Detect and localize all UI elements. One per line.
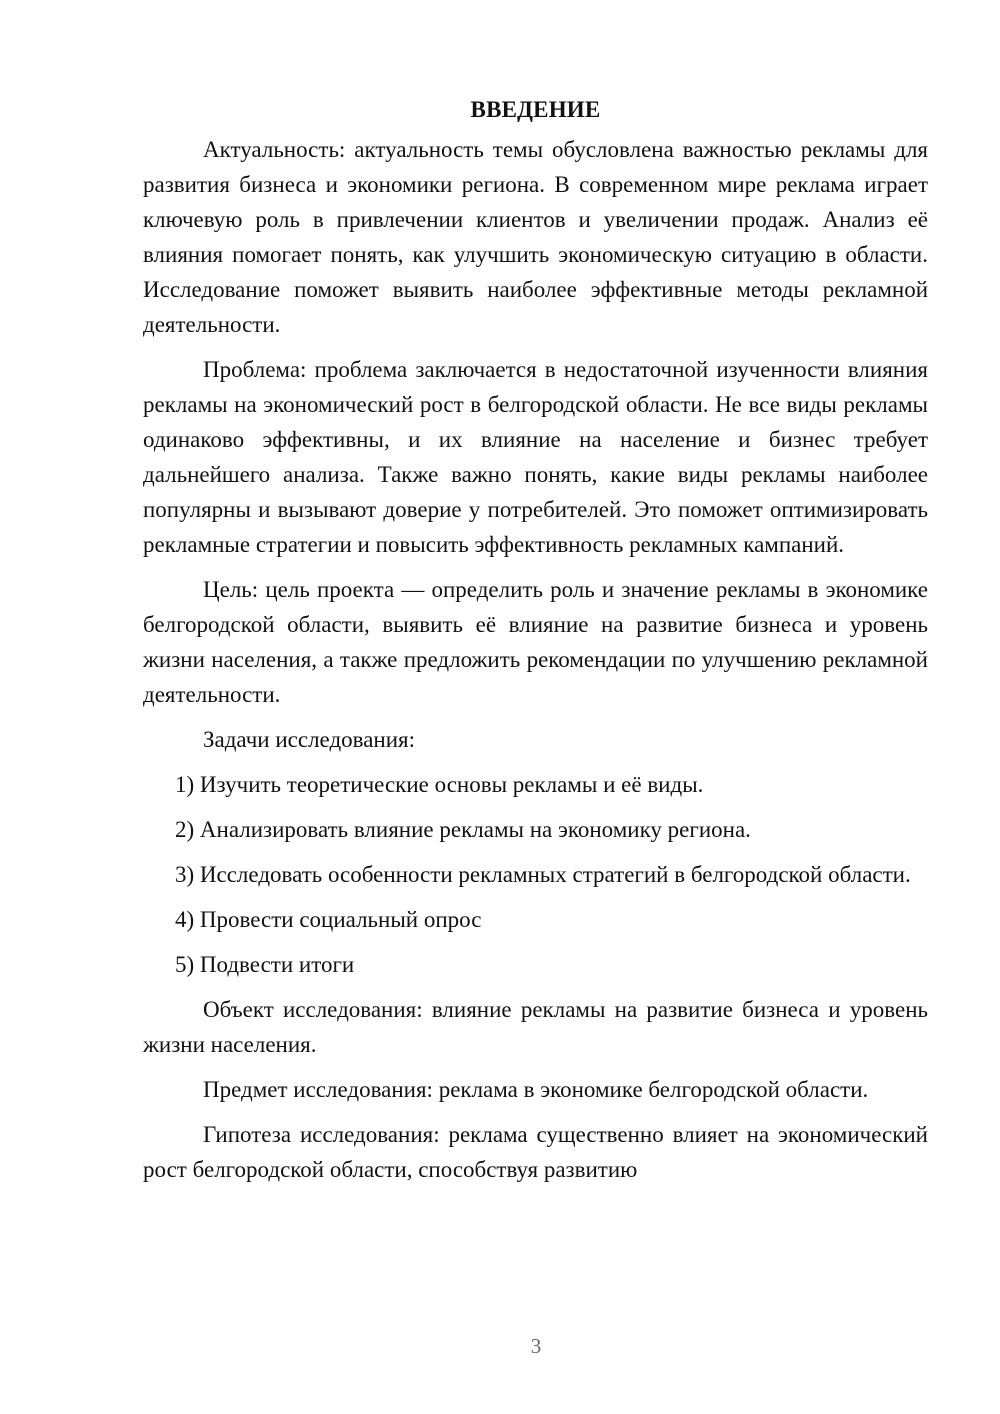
document-body [143,92,928,1197]
object-paragraph: Объект исследования: влияние рекламы на развитие бизнеса и уровень жизни населения. [143,997,928,1057]
task-item-5: 5) Подвести итоги [175,952,355,977]
task-item-4: 4) Провести социальный опрос [175,907,482,932]
task-item-3: 3) Исследовать особенности рекламных стратегий в белгородской области. [175,862,911,887]
task-item-2: 2) Анализировать влияние рекламы на экономику региона. [175,817,751,842]
subject-paragraph: Предмет исследования: реклама в экономике белгородской области. [203,1077,869,1102]
page-number: 3 [530,1334,542,1358]
section-heading: ВВЕДЕНИЕ [470,97,601,122]
relevance-paragraph: Актуальность: актуальность темы обусловлена важностью рекламы для развития бизнеса и экономики региона. В современном мире реклама играет ключевую роль в привлечении клиентов и увеличении продаж. Анализ её влияния помогает понять, как улучшить экономическую ситуацию в области. Исследование поможет выявить наиболее эффективные методы рекламной деятельности. [143,137,928,337]
tasks-intro: Задачи исследования: [203,727,416,752]
hypothesis-paragraph: Гипотеза исследования: реклама существенно влияет на экономический рост белгородской области, способствуя развитию [143,1122,928,1182]
goal-paragraph: Цель: цель проекта — определить роль и значение рекламы в экономике белгородской области, выявить её влияние на развитие бизнеса и уровень жизни населения, а также предложить рекомендации по улучшению рекламной деятельности. [143,577,928,707]
task-item-1: 1) Изучить теоретические основы рекламы и её виды. [175,772,704,797]
problem-paragraph: Проблема: проблема заключается в недостаточной изученности влияния рекламы на экономический рост в белгородской области. Не все виды рекламы одинаково эффективны, и их влияние на население и бизнес требует дальнейшего анализа. Также важно понять, какие виды рекламы наиболее популярны и вызывают доверие у потребителей. Это поможет оптимизировать рекламные стратегии и повысить эффективность рекламных кампаний. [143,357,928,557]
